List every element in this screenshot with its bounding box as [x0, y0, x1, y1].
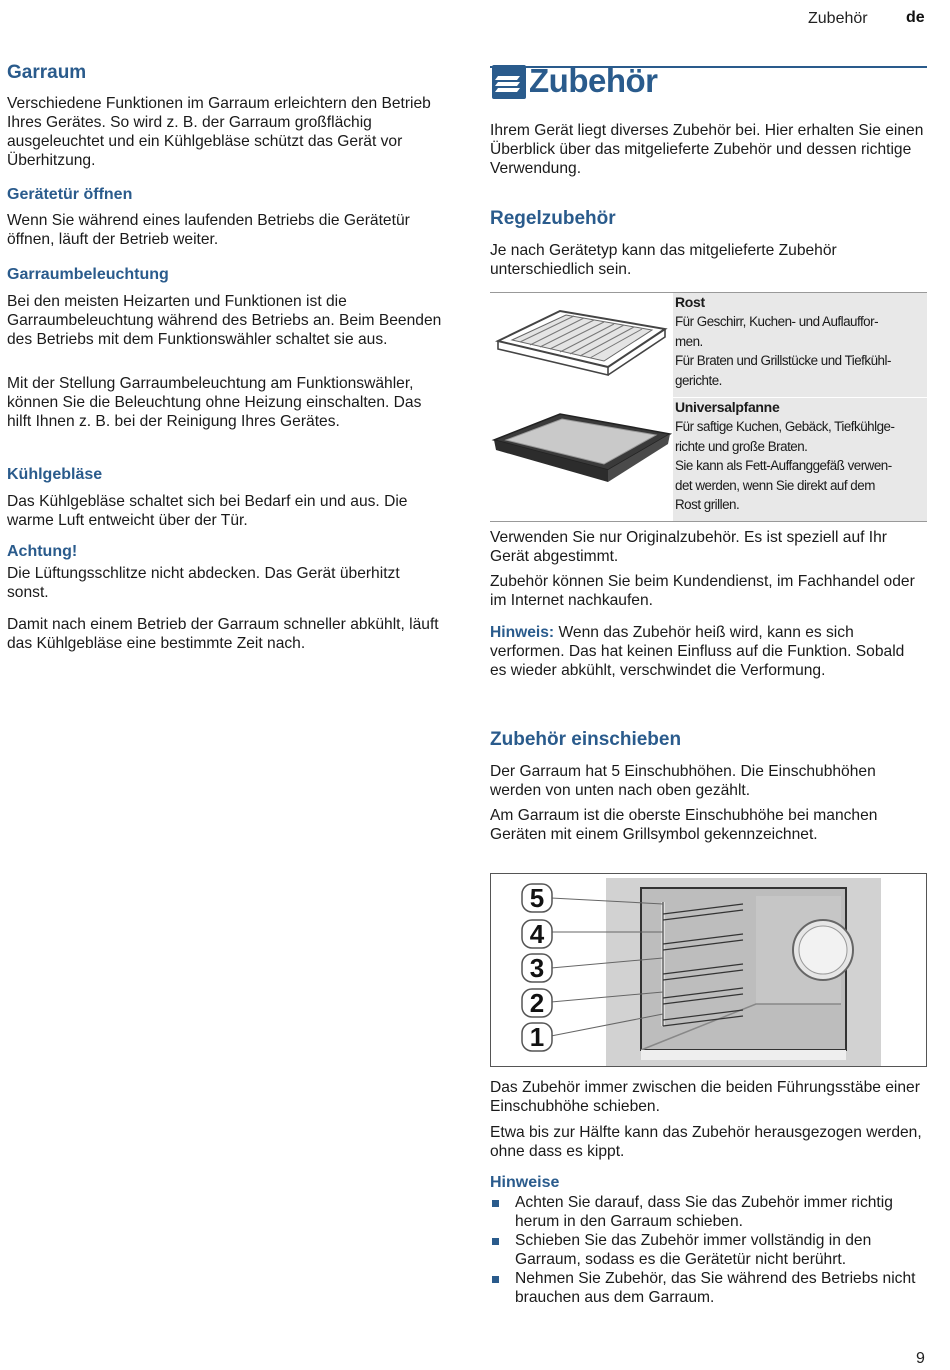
einschieben-text-1: Der Garraum hat 5 Einschubhöhen. Die Einschubhöhen werden von unten nach oben gezählt.: [490, 763, 876, 799]
accessory-line: gerichte.: [675, 372, 722, 388]
licht-text-1: Bei den meisten Heizarten und Funktionen ist die Garraumbeleuchtung während des Betriebs an. Beim Beenden des Betriebs mit dem Funktionswähler schaltet sie aus.: [7, 293, 442, 348]
accessory-row-rost: [490, 293, 927, 397]
garraum-intro: Verschiedene Funktionen im Garraum erleichtern den Betrieb Ihres Gerätes. So wird z. B. der Garraum großflächig ausgeleuchtet und ein Kühlgebläse schützt das Gerät vor Überhitzung.: [7, 95, 431, 169]
warning-text: Die Lüftungsschlitze nicht abdecken. Das Gerät überhitzt sonst.: [7, 565, 400, 601]
hinweis-paragraph: [490, 623, 925, 680]
licht-text-2: Mit der Stellung Garraumbeleuchtung am Funktionswähler, können Sie die Beleuchtung ohne Heizung einschalten. Das hilft Ihnen z. B. bei der Reinigung Ihres Gerätes.: [7, 375, 422, 430]
accessory-line: Für Braten und Grillstücke und Tiefkühl-: [675, 353, 891, 368]
accessory-desc-pfanne: [673, 398, 927, 521]
accessory-line: Für Geschirr, Kuchen- und Auflauffor-: [675, 314, 879, 329]
accessory-line: Rost grillen.: [675, 497, 740, 512]
pan-illustration: [490, 398, 673, 521]
running-header-language: de: [906, 9, 925, 26]
chapter-intro: Ihrem Gerät liegt diverses Zubehör bei. Hier erhalten Sie einen Überblick über das mitgelieferte Zubehör und dessen richtige Verwendung.: [490, 122, 924, 177]
level-label-5: 5: [529, 883, 545, 913]
list-item: Schieben Sie das Zubehör immer vollständig in den Garraum, sodass es die Gerätetür nicht berührt.: [490, 1231, 927, 1269]
accessory-line: det werden, wenn Sie direkt auf dem: [675, 477, 875, 493]
subsection-title-tuer: Gerätetür öffnen: [7, 186, 133, 203]
warning-label: Achtung!: [7, 543, 78, 560]
hinweise-title: Hinweise: [490, 1174, 560, 1191]
section-title-garraum: Garraum: [7, 62, 87, 83]
level-label-4: 4: [529, 919, 545, 949]
subsection-title-kuehl: Kühlgebläse: [7, 466, 103, 483]
accessory-table: [490, 292, 927, 522]
section-title-einschieben: Zubehör einschieben: [490, 729, 682, 750]
einschieben-text-2: Am Garraum ist die oberste Einschubhöhe bei manchen Geräten mit einem Grillsymbol gekennzeichnet.: [490, 807, 878, 843]
hinweis-text: Wenn das Zubehör heiß wird, kann es sich verformen. Das hat keinen Einfluss auf die Funktion. Sobald es wieder abkühlt, verschwindet die Verformung.: [490, 624, 905, 679]
level-label-2: 2: [529, 988, 545, 1018]
subsection-title-licht: Garraumbeleuchtung: [7, 266, 169, 283]
accessory-line: men.: [675, 333, 703, 349]
page-number: 9: [916, 1350, 925, 1367]
rack-illustration: [490, 293, 673, 397]
kuehl-text-1: Das Kühlgebläse schaltet sich bei Bedarf ein und aus. Die warme Luft entweicht über der Tür.: [7, 493, 408, 529]
einschieben-text-3: Das Zubehör immer zwischen die beiden Führungsstäbe einer Einschubhöhe schieben.: [490, 1079, 920, 1115]
accessory-line: Sie kann als Fett-Auffanggefäß verwen-: [675, 458, 892, 473]
regel-text: Je nach Gerätetyp kann das mitgelieferte Zubehör unterschiedlich sein.: [490, 242, 837, 278]
running-header-section: Zubehör: [808, 10, 868, 27]
accessory-name-rost: Rost: [675, 294, 705, 310]
accessory-line: richte und große Braten.: [675, 438, 808, 454]
chapter-title: Zubehör: [529, 62, 658, 99]
list-item: Achten Sie darauf, dass Sie das Zubehör immer richtig herum in den Garraum schieben.: [490, 1193, 927, 1231]
kuehl-text-2: Damit nach einem Betrieb der Garraum schneller abkühlt, läuft das Kühlgebläse eine bestimmte Zeit nach.: [7, 616, 439, 652]
original-text: Verwenden Sie nur Originalzubehör. Es ist speziell auf Ihr Gerät abgestimmt.: [490, 529, 887, 565]
accessory-chapter-icon: [492, 65, 526, 99]
level-badges: [522, 883, 552, 1052]
accessory-name-pfanne: Universalpfanne: [675, 399, 780, 415]
level-label-3: 3: [529, 953, 545, 983]
level-label-1: 1: [529, 1022, 545, 1052]
accessory-desc-rost: [673, 293, 927, 397]
hinweis-label: Hinweis:: [490, 624, 555, 641]
accessory-line: Für saftige Kuchen, Gebäck, Tiefkühlge-: [675, 419, 895, 434]
section-title-regelzubehoer: Regelzubehör: [490, 208, 616, 229]
einschieben-text-4: Etwa bis zur Hälfte kann das Zubehör herausgezogen werden, ohne dass es kippt.: [490, 1124, 922, 1160]
list-item: Nehmen Sie Zubehör, das Sie während des Betriebs nicht brauchen aus dem Garraum.: [490, 1269, 927, 1307]
accessory-row-pfanne: [490, 398, 927, 521]
tuer-text: Wenn Sie während eines laufenden Betriebs die Gerätetür öffnen, läuft der Betrieb weiter.: [7, 212, 410, 248]
hinweise-list: [490, 1193, 927, 1307]
oven-rack-levels-illustration: [490, 873, 927, 1067]
kaufen-text: Zubehör können Sie beim Kundendienst, im Fachhandel oder im Internet nachkaufen.: [490, 573, 915, 609]
